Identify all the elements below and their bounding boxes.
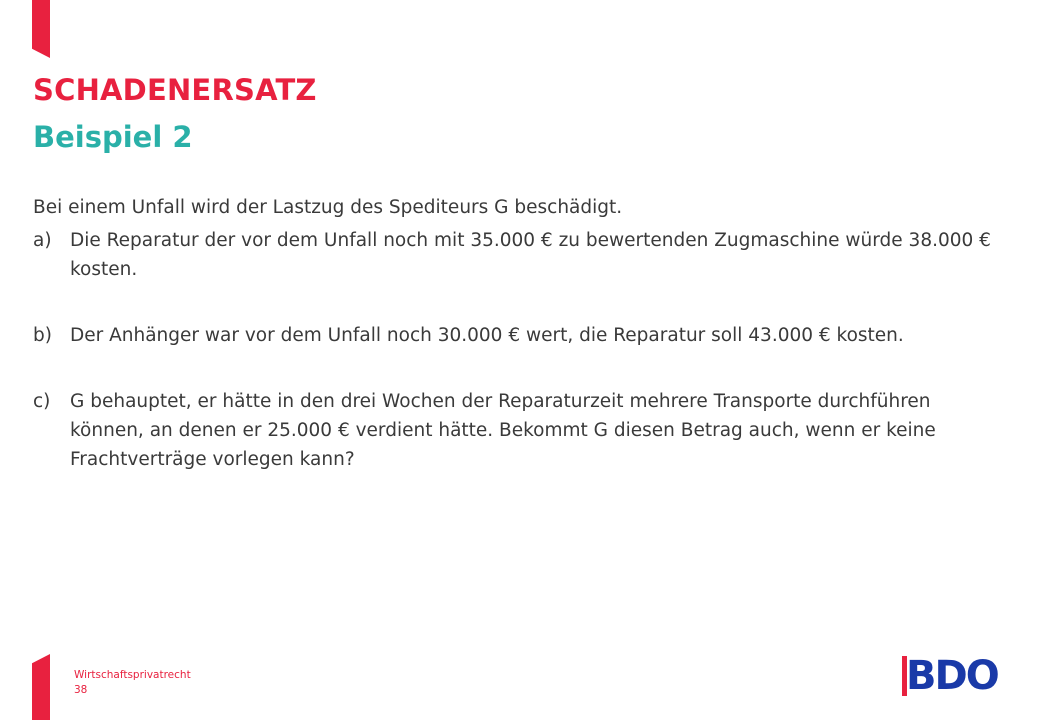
slide-body <box>33 193 993 474</box>
footer-page-number: 38 <box>74 684 88 696</box>
top-accent-bar <box>32 0 50 58</box>
bdo-logo-text: BDO <box>906 654 998 698</box>
list-item-b <box>33 321 993 350</box>
list-item-c <box>33 387 993 474</box>
bdo-logo <box>902 654 1008 698</box>
list-text-b: Der Anhänger war vor dem Unfall noch 30.000 € wert, die Reparatur soll 43.000 € kosten. <box>70 325 904 346</box>
list-item-a <box>33 226 993 284</box>
list-marker-b: b) <box>33 325 52 346</box>
bottom-accent-bar <box>32 654 50 720</box>
list-text-a: Die Reparatur der vor dem Unfall noch mit 35.000 € zu bewertenden Zugmaschine würde 38.000 € kosten. <box>70 230 991 280</box>
intro-text: Bei einem Unfall wird der Lastzug des Spediteurs G beschädigt. <box>33 197 623 218</box>
slide-title: SCHADENERSATZ <box>33 73 317 107</box>
footer-course-label: Wirtschaftsprivatrecht <box>74 669 191 681</box>
list-marker-a: a) <box>33 230 52 251</box>
slide-subtitle: Beispiel 2 <box>33 120 193 154</box>
list-marker-c: c) <box>33 391 51 412</box>
list-text-c: G behauptet, er hätte in den drei Wochen der Reparaturzeit mehrere Transporte durchführen können, an denen er 25.000 € verdient hätte. Bekommt G diesen Betrag auch, wenn er keine Frachtverträge vorlegen kann? <box>70 391 936 470</box>
